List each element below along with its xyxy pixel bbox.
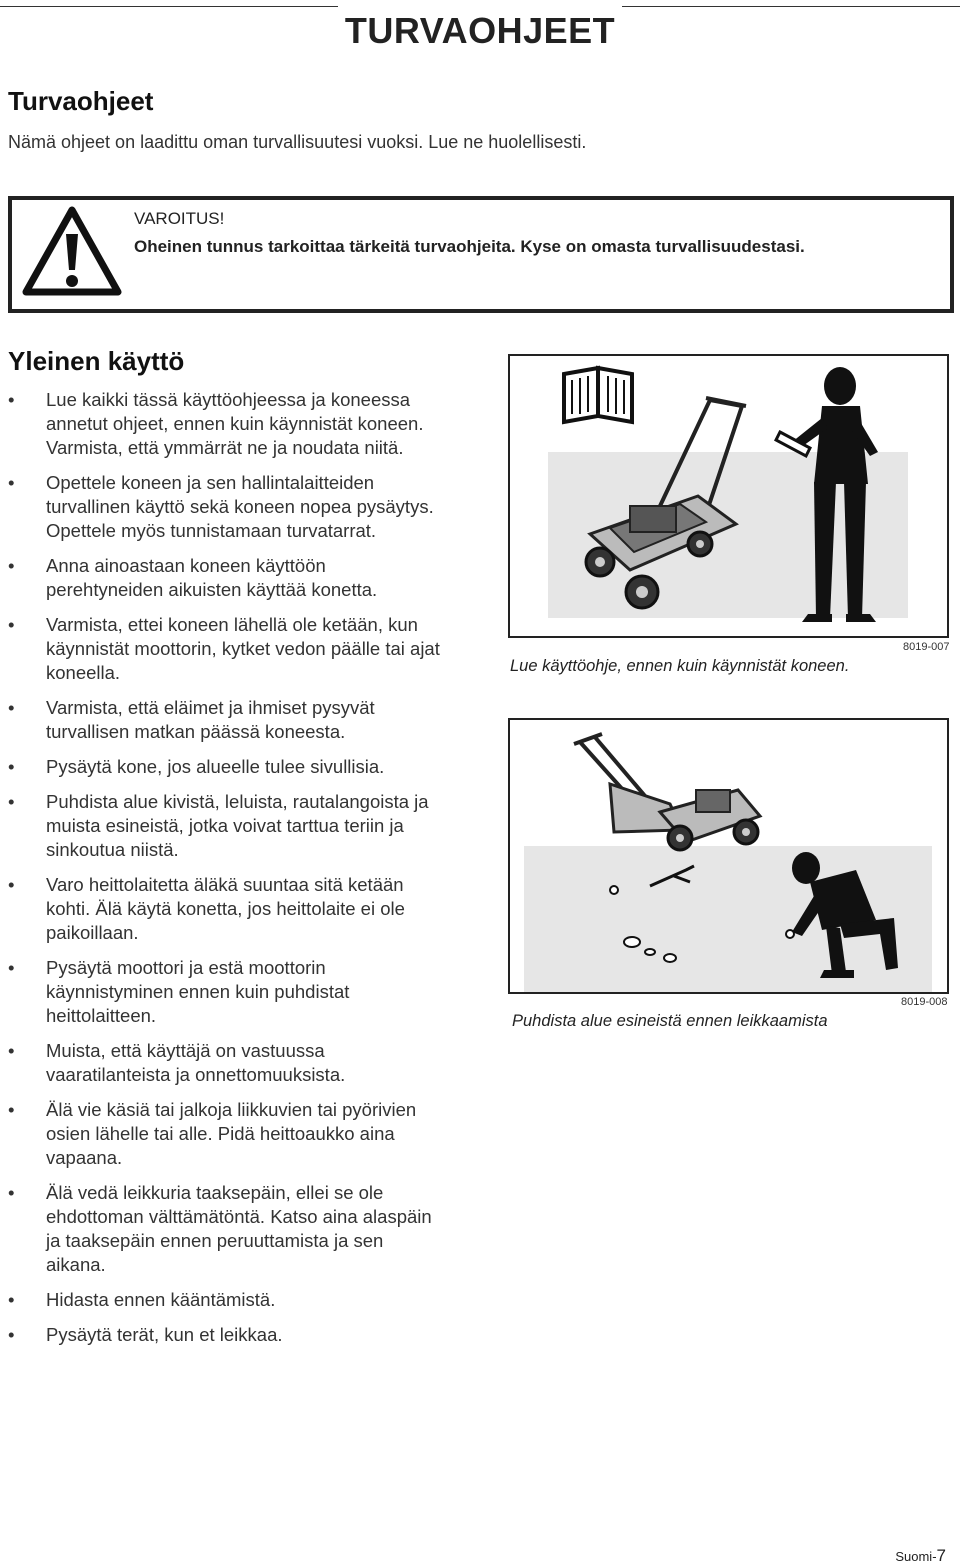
warning-triangle-icon	[22, 206, 122, 298]
bullet-dot: •	[8, 1099, 15, 1120]
figure-clear-area	[508, 718, 949, 994]
warning-box	[8, 196, 954, 313]
bullet-dot: •	[8, 756, 15, 777]
section-title-general-use: Yleinen käyttö	[8, 346, 185, 376]
list-item: • Anna ainoastaan koneen käyttöön perehtyneiden aikuisten käyttää konetta.	[8, 555, 378, 600]
list-item: • Älä vedä leikkuria taaksepäin, ellei se ole ehdottoman välttämätöntä. Katso aina alaspäin ja taaksepäin ennen peruuttamista ja sen aikana.	[8, 1182, 432, 1275]
manual-book-icon	[564, 368, 632, 422]
bullet-dot: •	[8, 1182, 15, 1203]
bullet-dot: •	[8, 874, 15, 895]
figure-code: 8019-007	[903, 641, 950, 653]
list-item: • Varo heittolaitetta äläkä suuntaa sitä ketään kohti. Älä käytä konetta, jos heittolaite ei ole paikoillaan.	[8, 874, 405, 943]
bullet-dot: •	[8, 697, 15, 718]
list-item: • Varmista, että eläimet ja ihmiset pysyvät turvallisen matkan päässä koneesta.	[8, 697, 375, 742]
bullet-dot: •	[8, 614, 15, 635]
page-number: Suomi-7	[895, 1546, 946, 1565]
list-item: • Pysäytä kone, jos alueelle tulee sivullisia.	[8, 756, 385, 777]
bullet-dot: •	[8, 1324, 15, 1345]
list-item: • Pysäytä moottori ja estä moottorin käynnistyminen ennen kuin puhdistat heittolaitteen.	[8, 957, 350, 1026]
bullet-dot: •	[8, 1040, 15, 1061]
safety-bullet-list	[8, 388, 448, 1358]
bullet-dot: •	[8, 472, 15, 493]
header-rule-left	[0, 6, 338, 7]
list-item: • Hidasta ennen kääntämistä.	[8, 1289, 276, 1310]
list-item: • Opettele koneen ja sen hallintalaitteiden turvallinen käyttö sekä koneen nopea pysäytys. Opettele myös tunnistamaan turvatarrat.	[8, 472, 434, 541]
bullet-dot: •	[8, 791, 15, 812]
warning-label: VAROITUS!	[134, 209, 225, 228]
list-item: • Älä vie käsiä tai jalkoja liikkuvien tai pyörivien osien lähelle tai alle. Pidä heittoaukko aina vapaana.	[8, 1099, 417, 1168]
bullet-dot: •	[8, 1289, 15, 1310]
warning-text: Oheinen tunnus tarkoittaa tärkeitä turvaohjeita. Kyse on omasta turvallisuudestasi.	[134, 237, 805, 256]
list-item: • Puhdista alue kivistä, leluista, rautalangoista ja muista esineistä, jotka voivat tarttua teriin ja sinkoutua niistä.	[8, 791, 429, 860]
figure-caption: Lue käyttöohje, ennen kuin käynnistät koneen.	[510, 657, 850, 675]
clear-debris-illustration	[510, 720, 947, 992]
page-heading: TURVAOHJEET	[344, 10, 616, 51]
list-item: • Pysäytä terät, kun et leikkaa.	[8, 1324, 283, 1345]
figure-code: 8019-008	[901, 996, 948, 1008]
figure-caption: Puhdista alue esineistä ennen leikkaamista	[512, 1012, 828, 1030]
header-rule-right	[622, 6, 960, 7]
list-item: • Varmista, ettei koneen lähellä ole ketään, kun käynnistät moottorin, kytket vedon päälle tai ajat koneella.	[8, 614, 440, 683]
figure-read-manual	[508, 354, 949, 638]
section-title-safety: Turvaohjeet	[8, 86, 154, 116]
bullet-dot: •	[8, 389, 15, 410]
intro-text: Nämä ohjeet on laadittu oman turvallisuutesi vuoksi. Lue ne huolellisesti.	[8, 132, 587, 152]
list-item: • Muista, että käyttäjä on vastuussa vaaratilanteista ja onnettomuuksista.	[8, 1040, 346, 1085]
list-item: • Lue kaikki tässä käyttöohjeessa ja koneessa annetut ohjeet, ennen kuin käynnistät koneen. Varmista, että ymmärrät ne ja noudata niitä.	[8, 389, 424, 458]
mower-operator-illustration	[510, 356, 947, 636]
bullet-dot: •	[8, 555, 15, 576]
bullet-dot: •	[8, 957, 15, 978]
